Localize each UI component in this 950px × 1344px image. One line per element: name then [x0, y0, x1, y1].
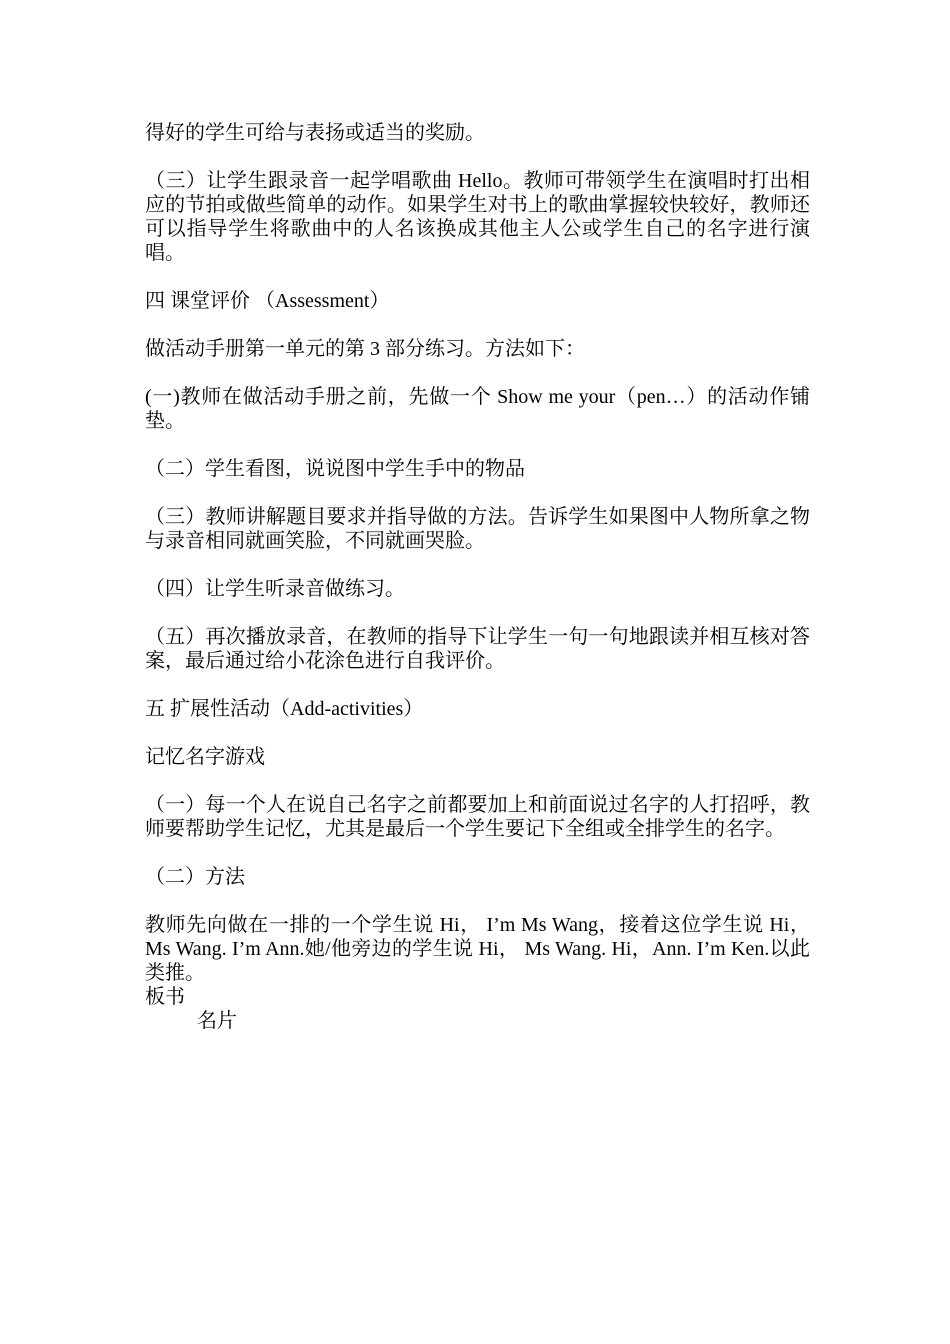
- paragraph-sing-hello: （三）让学生跟录音一起学唱歌曲 Hello。教师可带领学生在演唱时打出相应的节拍或做些简单的动作。如果学生对书上的歌曲掌握较快较好，教师还可以指导学生将歌曲中的人名该换成其他主人公或学生自己的名字进行演唱。: [145, 170, 810, 264]
- heading-add-activities: 五 扩展性活动（Add-activities）: [145, 698, 424, 720]
- paragraph-reward: 得好的学生可给与表扬或适当的奖励。: [145, 122, 485, 144]
- paragraph-listen-practice: （四）让学生听录音做练习。: [145, 578, 405, 600]
- board-heading: 板书: [145, 986, 185, 1008]
- paragraph-show-me-your: (一)教师在做活动手册之前，先做一个 Show me your（pen…）的活动作铺垫。: [145, 386, 810, 432]
- paragraph-look-pictures: （二）学生看图，说说图中学生手中的物品: [145, 458, 525, 480]
- board-item-name-card: 名片: [197, 1010, 237, 1032]
- paragraph-example-dialogue: 教师先向做在一排的一个学生说 Hi， I’m Ms Wang，接着这位学生说 Hi， Ms Wang. I’m Ann.她/他旁边的学生说 Hi， Ms Wang. Hi，Ann. I’m Ken.以此类推。: [145, 914, 810, 984]
- paragraph-replay-recording: （五）再次播放录音，在教师的指导下让学生一句一句地跟读并相互核对答案，最后通过给小花涂色进行自我评价。: [145, 626, 810, 672]
- paragraph-explain-task: （三）教师讲解题目要求并指导做的方法。告诉学生如果图中人物所拿之物与录音相同就画笑脸，不同就画哭脸。: [145, 506, 810, 552]
- document-body: [145, 121, 810, 1033]
- paragraph-name-game: 记忆名字游戏: [145, 746, 265, 768]
- heading-assessment: 四 课堂评价 （Assessment）: [145, 290, 390, 312]
- paragraph-activity-book: 做活动手册第一单元的第 3 部分练习。方法如下：: [145, 338, 585, 360]
- paragraph-greeting-rule: （一）每一个人在说自己名字之前都要加上和前面说过名字的人打招呼，教师要帮助学生记忆，尤其是最后一个学生要记下全组或全排学生的名字。: [145, 794, 810, 840]
- paragraph-method: （二）方法: [145, 866, 245, 888]
